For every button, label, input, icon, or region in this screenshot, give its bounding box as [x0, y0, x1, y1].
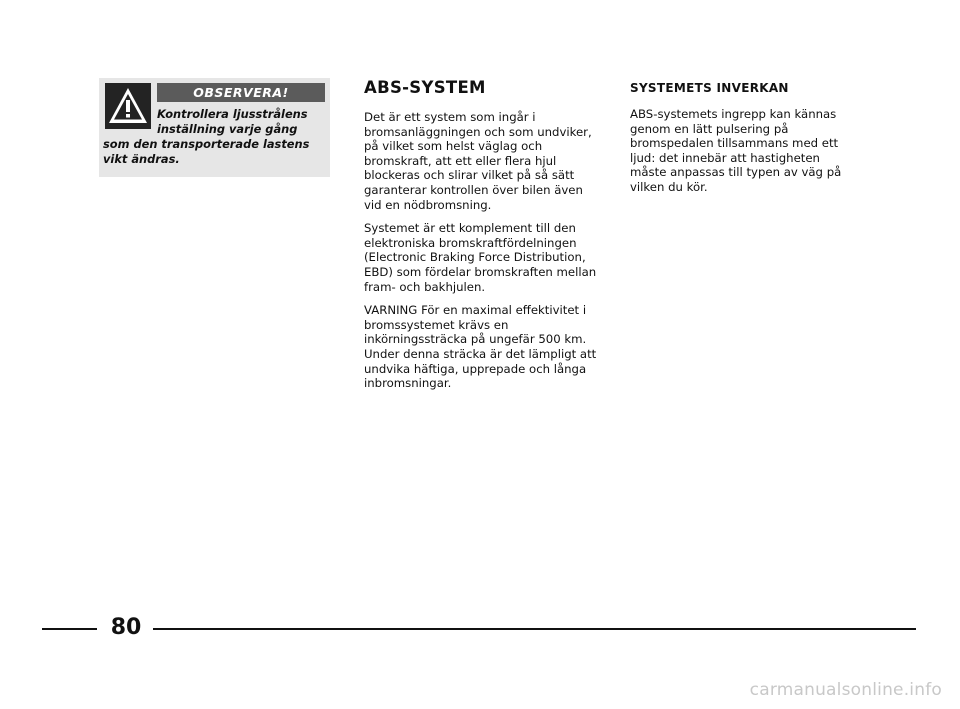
warning-text-line: Kontrollera ljusstrålens — [157, 107, 308, 121]
effect-section — [630, 78, 860, 204]
warning-text-line: som den transporterade lastens — [103, 137, 310, 151]
footer-rule-right — [153, 628, 916, 630]
warning-header: OBSERVERA! — [157, 83, 325, 102]
abs-paragraph-3: VARNING För en maximal effektivitet i bromssystemet krävs en inkörningssträcka på ungefär 500 km. Under denna sträcka är det lämpligt att undvika häftiga, upprepade och långa inbromsningar. — [364, 303, 597, 391]
watermark: carmanualsonline.info — [749, 680, 942, 700]
abs-paragraph-1: Det är ett system som ingår i bromsanläggningen och som undviker, på vilket som helst väglag och bromskraft, att ett eller flera hjul blockeras och slirar vilket på så sätt garanterar kontrollen över bilen även vid en nödbromsning. — [364, 110, 592, 212]
effect-section-title: SYSTEMETS INVERKAN — [630, 81, 789, 95]
effect-paragraph-1: ABS-systemets ingrepp kan kännas genom en lätt pulsering på bromspedalen tillsammans med ett ljud: det innebär att hastigheten måste anpassas till typen av väg på vilken du kör. — [630, 107, 842, 194]
warning-text-line: inställning varje gång — [157, 122, 298, 136]
warning-box — [99, 78, 330, 177]
warning-text-line: vikt ändras. — [103, 152, 180, 166]
warning-text — [103, 107, 327, 167]
page-number: 80 — [110, 615, 142, 640]
abs-section — [364, 78, 604, 400]
footer-rule-left — [42, 628, 97, 630]
abs-section-title: ABS-SYSTEM — [364, 78, 486, 97]
abs-paragraph-2: Systemet är ett komplement till den elektroniska bromskraftfördelningen (Electronic Braking Force Distribution, EBD) som fördelar bromskraften mellan fram- och bakhjulen. — [364, 221, 597, 294]
